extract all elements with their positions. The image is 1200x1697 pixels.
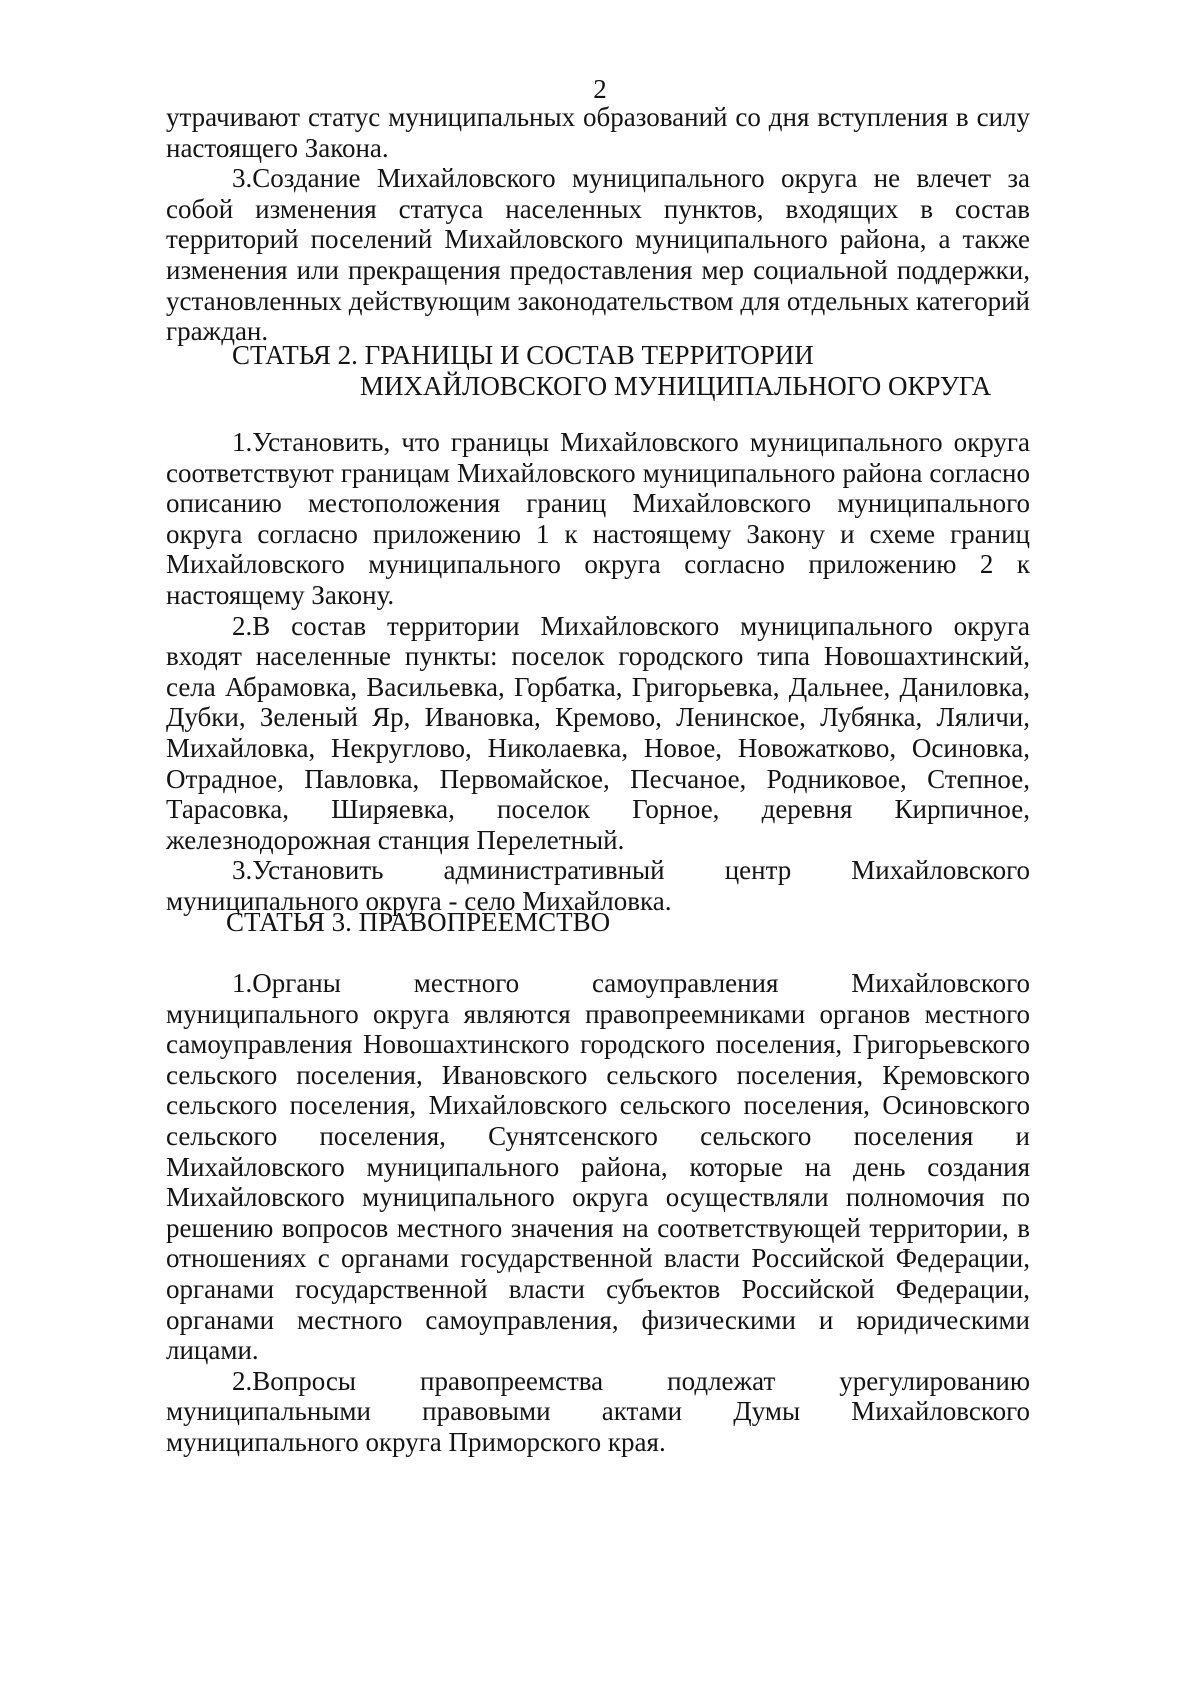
article-2-body — [166, 427, 1030, 917]
article-3-point-2-paragraph: 2.Вопросы правопреемства подлежат урегулированию муниципальными правовыми актами Думы Михайловского муниципального округа Приморского края. — [166, 1365, 1030, 1457]
intro-section — [166, 102, 1030, 347]
page-number: 2 — [593, 74, 607, 104]
article-3-body — [166, 968, 1030, 1458]
article-2-point-1-paragraph: 1.Установить, что границы Михайловского муниципального округа соответствуют границам Михайловского муниципального района согласно описанию местоположения границ Михайловского муниципального округа согласно приложению 1 к настоящему Закону и схеме границ Михайловского муниципального округа согласно приложению 2 к настоящему Закону. — [166, 427, 1030, 610]
article-2-point-2-paragraph: 2.В состав территории Михайловского муниципального округа входят населенные пункты: поселок городского типа Новошахтинский, села Абрамовка, Васильевка, Горбатка, Григорьевка, Дальнее, Даниловка, Дубки, Зеленый Яр, Ивановка, Кремово, Ленинское, Лубянка, Ляличи, Михайловка, Некруглово, Николаевка, Новое, Новожатково, Осиновка, Отрадное, Павловка, Первомайское, Песчаное, Родниковое, Степное, Тарасовка, Ширяевка, поселок Горное, деревня Кирпичное, железнодорожная станция Перелетный. — [166, 610, 1030, 855]
intro-continuation-paragraph: утрачивают статус муниципальных образований со дня вступления в силу настоящего Закона. — [166, 102, 1030, 163]
article-2-heading-line-2: МИХАЙЛОВСКОГО МУНИЦИПАЛЬНОГО ОКРУГА — [360, 371, 992, 401]
article-2-heading-line-1: СТАТЬЯ 2. ГРАНИЦЫ И СОСТАВ ТЕРРИТОРИИ — [232, 340, 814, 370]
article-3-heading: СТАТЬЯ 3. ПРАВОПРЕЕМСТВО — [226, 907, 611, 937]
article-3-point-1-paragraph: 1.Органы местного самоуправления Михайловского муниципального округа являются правопреемниками органов местного самоуправления Новошахтинского городского поселения, Григорьевского сельского поселения, Ивановского сельского поселения, Кремовского сельского поселения, Михайловского сельского поселения, Осиновского сельского поселения, Сунятсенского сельского поселения и Михайловского муниципального района, которые на день создания Михайловского муниципального округа осуществляли полномочия по решению вопросов местного значения на соответствующей территории, в отношениях с органами государственной власти Российской Федерации, органами государственной власти субъектов Российской Федерации, органами местного самоуправления, физическими и юридическими лицами. — [166, 968, 1030, 1366]
article-2-point-3-paragraph: 3.Установить административный центр Михайловского муниципального округа - село Михайловка. — [166, 855, 1030, 916]
intro-point-3-paragraph: 3.Создание Михайловского муниципального округа не влечет за собой изменения статуса населенных пунктов, входящих в состав территорий поселений Михайловского муниципального района, а также изменения или прекращения предоставления мер социальной поддержки, установленных действующим законодательством для отдельных категорий граждан. — [166, 163, 1030, 347]
